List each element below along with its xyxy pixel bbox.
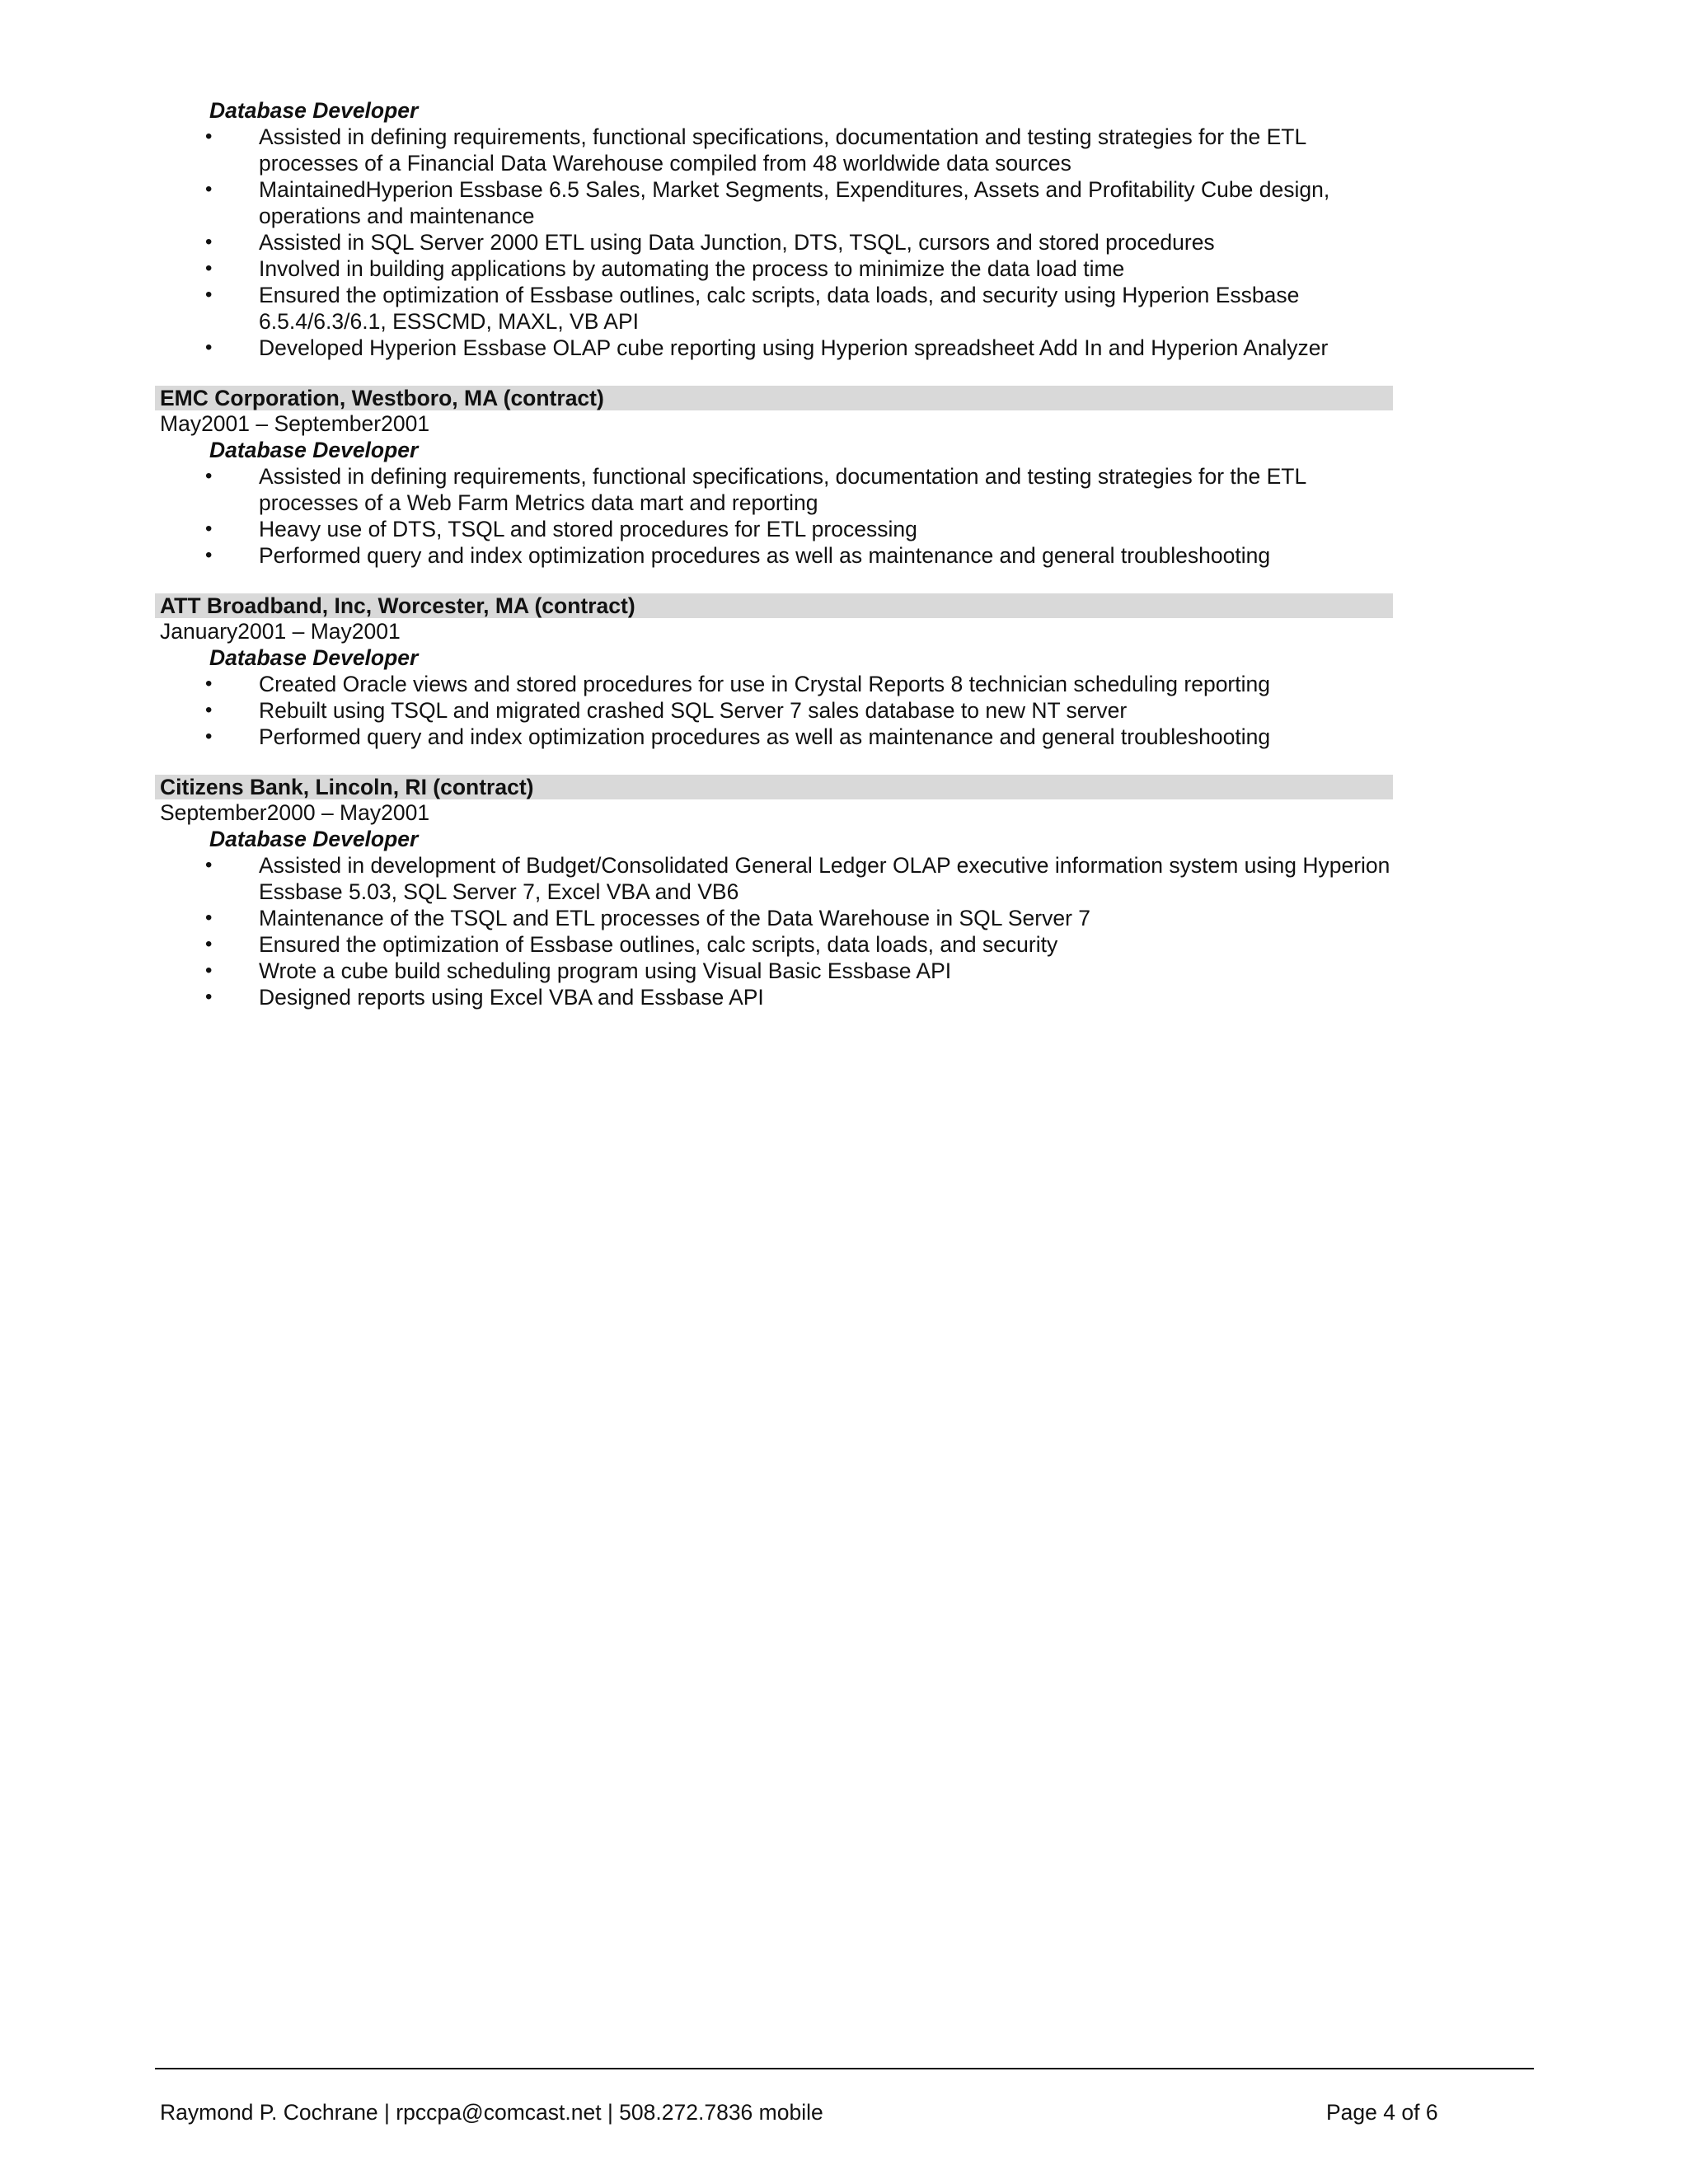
bullet-icon: • <box>205 725 213 748</box>
bullet-text: Wrote a cube build scheduling program using Visual Basic Essbase API <box>259 958 952 983</box>
bullet-icon: • <box>205 673 213 695</box>
bullet-icon: • <box>205 699 213 721</box>
list-item <box>155 984 1408 1010</box>
job-dates: May2001 – September2001 <box>160 411 430 436</box>
list-item <box>155 905 1408 931</box>
job-section <box>155 775 1391 1010</box>
bullet-text: Assisted in development of Budget/Consolidated General Ledger OLAP executive information system using Hyperion Essbase 5.03, SQL Server 7, Excel VBA and VB6 <box>259 853 1390 904</box>
list-item <box>155 516 1408 542</box>
list-item <box>155 697 1408 724</box>
bullet-icon: • <box>205 544 213 566</box>
list-item <box>155 124 1408 176</box>
bullet-text: Assisted in SQL Server 2000 ETL using Data Junction, DTS, TSQL, cursors and stored procedures <box>259 230 1215 255</box>
list-item <box>155 542 1408 569</box>
list-item <box>155 176 1408 229</box>
bullet-list <box>155 852 1391 1010</box>
company-heading: EMC Corporation, Westboro, MA (contract) <box>155 386 1393 410</box>
bullet-text: Created Oracle views and stored procedures for use in Crystal Reports 8 technician scheduling reporting <box>259 672 1270 696</box>
bullet-text: MaintainedHyperion Essbase 6.5 Sales, Market Segments, Expenditures, Assets and Profitability Cube design, operations and maintenance <box>259 177 1330 228</box>
list-item <box>155 255 1408 282</box>
company-heading: Citizens Bank, Lincoln, RI (contract) <box>155 775 1393 799</box>
job-role: Database Developer <box>209 438 419 462</box>
bullet-text: Involved in building applications by automating the process to minimize the data load time <box>259 256 1125 281</box>
bullet-icon: • <box>205 933 213 955</box>
list-item <box>155 724 1408 750</box>
job-section <box>155 97 1391 361</box>
bullet-list <box>155 671 1391 750</box>
bullet-text: Ensured the optimization of Essbase outlines, calc scripts, data loads, and security <box>259 932 1058 957</box>
bullet-text: Assisted in defining requirements, functional specifications, documentation and testing strategies for the ETL processes of a Financial Data Warehouse compiled from 48 worldwide data sources <box>259 124 1306 176</box>
bullet-list <box>155 463 1391 569</box>
job-section <box>155 593 1391 750</box>
job-role: Database Developer <box>209 645 419 670</box>
bullet-text: Designed reports using Excel VBA and Essbase API <box>259 985 764 1010</box>
job-section <box>155 386 1391 569</box>
list-item <box>155 335 1408 361</box>
list-item <box>155 463 1408 516</box>
bullet-icon: • <box>205 336 213 359</box>
bullet-icon: • <box>205 284 213 306</box>
bullet-icon: • <box>205 257 213 279</box>
bullet-list <box>155 124 1391 361</box>
list-item <box>155 852 1408 905</box>
resume-body <box>155 97 1391 1010</box>
bullet-icon: • <box>205 959 213 982</box>
footer-contact: Raymond P. Cochrane | rpccpa@comcast.net | 508.272.7836 mobile <box>160 2100 823 2125</box>
job-role: Database Developer <box>209 827 419 851</box>
page-number: Page 4 of 6 <box>1326 2100 1438 2125</box>
bullet-icon: • <box>205 854 213 876</box>
bullet-text: Assisted in defining requirements, functional specifications, documentation and testing strategies for the ETL processes of a Web Farm Metrics data mart and reporting <box>259 464 1306 515</box>
list-item <box>155 282 1408 335</box>
bullet-icon: • <box>205 231 213 253</box>
bullet-text: Developed Hyperion Essbase OLAP cube reporting using Hyperion spreadsheet Add In and Hyperion Analyzer <box>259 335 1329 360</box>
job-dates: September2000 – May2001 <box>160 800 430 825</box>
job-dates: January2001 – May2001 <box>160 619 401 644</box>
bullet-text: Performed query and index optimization procedures as well as maintenance and general troubleshooting <box>259 543 1271 568</box>
bullet-icon: • <box>205 518 213 540</box>
list-item <box>155 671 1408 697</box>
bullet-icon: • <box>205 907 213 929</box>
footer-divider <box>155 2068 1534 2069</box>
bullet-icon: • <box>205 178 213 200</box>
bullet-text: Maintenance of the TSQL and ETL processes of the Data Warehouse in SQL Server 7 <box>259 906 1091 930</box>
bullet-text: Performed query and index optimization procedures as well as maintenance and general troubleshooting <box>259 724 1271 749</box>
bullet-text: Heavy use of DTS, TSQL and stored procedures for ETL processing <box>259 517 917 541</box>
list-item <box>155 229 1408 255</box>
company-heading: ATT Broadband, Inc, Worcester, MA (contract) <box>155 593 1393 618</box>
bullet-icon: • <box>205 986 213 1008</box>
bullet-text: Rebuilt using TSQL and migrated crashed SQL Server 7 sales database to new NT server <box>259 698 1128 723</box>
list-item <box>155 931 1408 958</box>
list-item <box>155 958 1408 984</box>
bullet-text: Ensured the optimization of Essbase outlines, calc scripts, data loads, and security using Hyperion Essbase 6.5.4/6.3/6.1, ESSCMD, MAXL, VB API <box>259 283 1300 334</box>
bullet-icon: • <box>205 465 213 487</box>
job-role: Database Developer <box>209 98 419 123</box>
bullet-icon: • <box>205 125 213 148</box>
